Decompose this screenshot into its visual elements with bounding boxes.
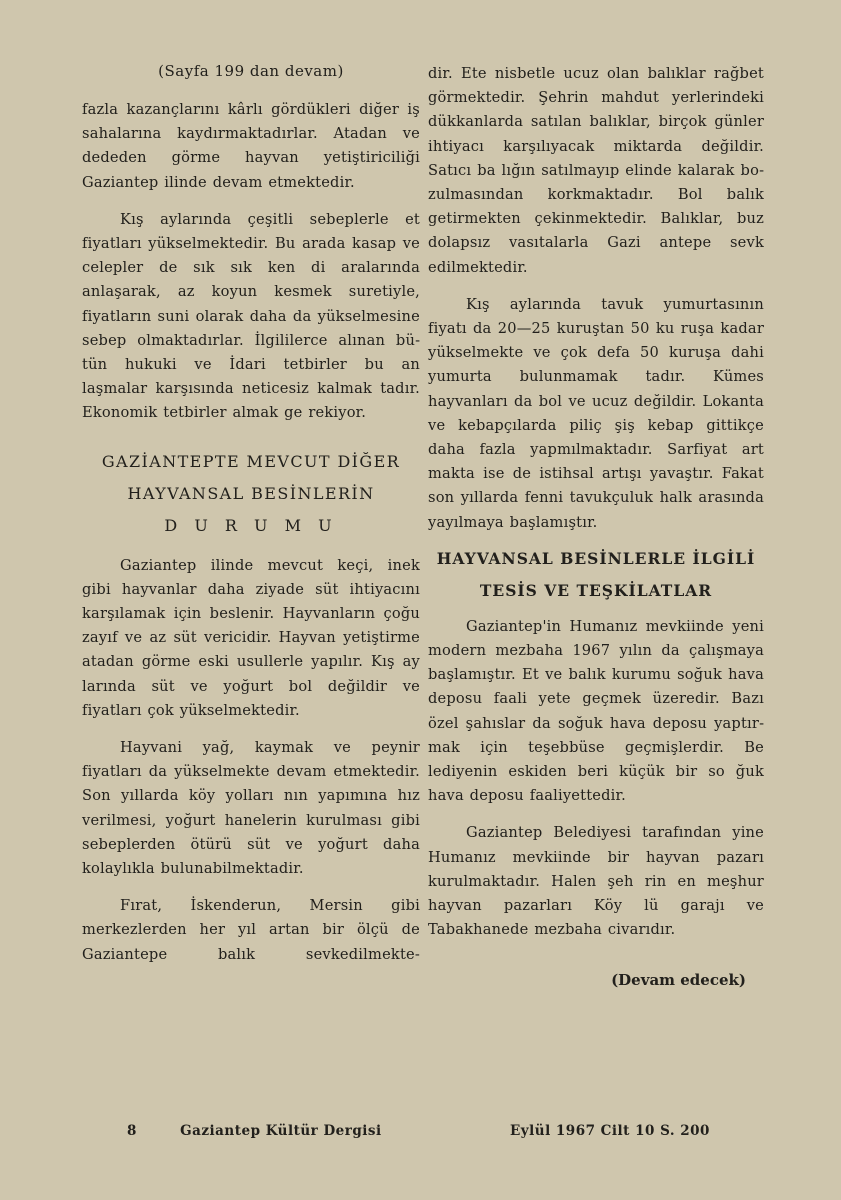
paragraph: Gaziantep'in Humanız mevkiinde yeni modern mezbaha 1967 yılın da çalışmaya başlamıştır. Et ve balık kurumu soğuk hava deposu faali yete geçmek üzeredir. Bazı özel şahıslar da soğuk hava deposu yaptırmak için teşebbüse geçmişlerdir. Be lediyenin eskiden beri küçük bir so ğuk hava deposu faaliyettedir.: [428, 617, 764, 805]
section-heading: GAZİANTEPTE MEVCUT DİĞER: [101, 451, 401, 471]
paragraph: Kış aylarında tavuk yumurtasının fiyatı da 20—25 kuruştan 50 ku ruşa kadar yükselmekte ve çok defa 50 kuruşa dahi yumurta bulunmamak tadır. Kümes hayvanları da bol ve ucuz değildir. Lokanta ve kebapçılarda piliç şiş kebap gittikçe daha fazla yapmılmaktadır. Sarfiyat art makta ise de istihsal artışı yavaştır. Fakat son yıllarda fenni tavukçuluk halk arasında yayılmaya başlamıştır.: [428, 295, 764, 531]
page-number: 8: [127, 1123, 137, 1139]
section-heading: HAYVANSAL BESİNLERLE İLGİLİ: [436, 548, 756, 568]
section-heading: D U R U M U: [164, 515, 338, 535]
continues-note: (Devam edecek): [611, 970, 746, 989]
paragraph: Gaziantep ilinde mevcut keçi, inek gibi hayvanlar daha ziyade süt ihtiyacını karşılamak için beslenir. Hayvanların çoğu zayıf ve az süt vericidir. Hayvan yetiştirme atadan görme eski usullerle yapılır. Kış ay larında süt ve yoğurt bol değildir ve fiyatları çok yükselmektedir.: [82, 556, 420, 719]
paragraph: fazla kazançlarını kârlı gördükleri diğer iş sahalarına kaydırmaktadırlar. Atadan ve dededen görme hayvan yetiştiriciliği Gaziantep ilinde devam etmektedir.: [82, 101, 420, 191]
continued-note: (Sayfa 199 dan devam): [158, 62, 344, 80]
footer-issue: Eylül 1967 Cilt 10 S. 200: [510, 1123, 710, 1139]
section-heading: HAYVANSAL BESİNLERİN: [127, 483, 375, 503]
journal-title: Gaziantep Kültür Dergisi: [180, 1123, 382, 1139]
paragraph: Hayvani yağ, kaymak ve peynir fiyatları da yükselmekte devam etmektedir. Son yıllarda köy yolları nın yapımına hız verilmesi, yoğurt hanelerin kurulması gibi sebeplerden ötürü süt ve yoğurt daha kolaylıkla bulunabilmektadir.: [82, 739, 420, 878]
paragraph: Kış aylarında çeşitli sebeplerle et fiyatları yükselmektedir. Bu arada kasap ve celepler de sık sık ken di aralarında anlaşarak, az koyun kesmek suretiyle, fiyatların suni olarak daha da yükselmesine sebep olmaktadırlar. İlgililerce alınan bütün hukuki ve İdari tetbirler bu an laşmalar karşısında neticesiz kalmak tadır. Ekonomik tetbirler almak ge rekiyor.: [82, 210, 420, 422]
section-heading: TESİS VE TEŞKİLATLAR: [479, 580, 713, 600]
right-column: [428, 62, 764, 989]
footer-left: [127, 1123, 382, 1139]
paragraph: Fırat, İskenderun, Mersin gibi merkezlerden her yıl artan bir ölçü de Gaziantepe balık sevkedilmekte-: [82, 897, 420, 963]
paragraph: dir. Ete nisbetle ucuz olan balıklar rağbet görmektedir. Şehrin mahdut yerlerindeki dükkanlarda satılan balıklar, birçok günler ihtiyacı karşılıyacak miktarda değildir. Satıcı ba lığın satılmayıp elinde kalarak bozulmasından korkmaktadır. Bol balık getirmekten çekinmektedir. Balıklar, buz dolapsız vasıtalarla Gazi antepe sevk edilmektedir.: [428, 65, 764, 276]
left-column: [82, 62, 420, 967]
paragraph: Gaziantep Belediyesi tarafından yine Humanız mevkiinde bir hayvan pazarı kurulmaktadır. Halen şeh rin en meşhur hayvan pazarları Köy lü garajı ve Tabakhanede mezbaha civarıdır.: [428, 824, 764, 939]
